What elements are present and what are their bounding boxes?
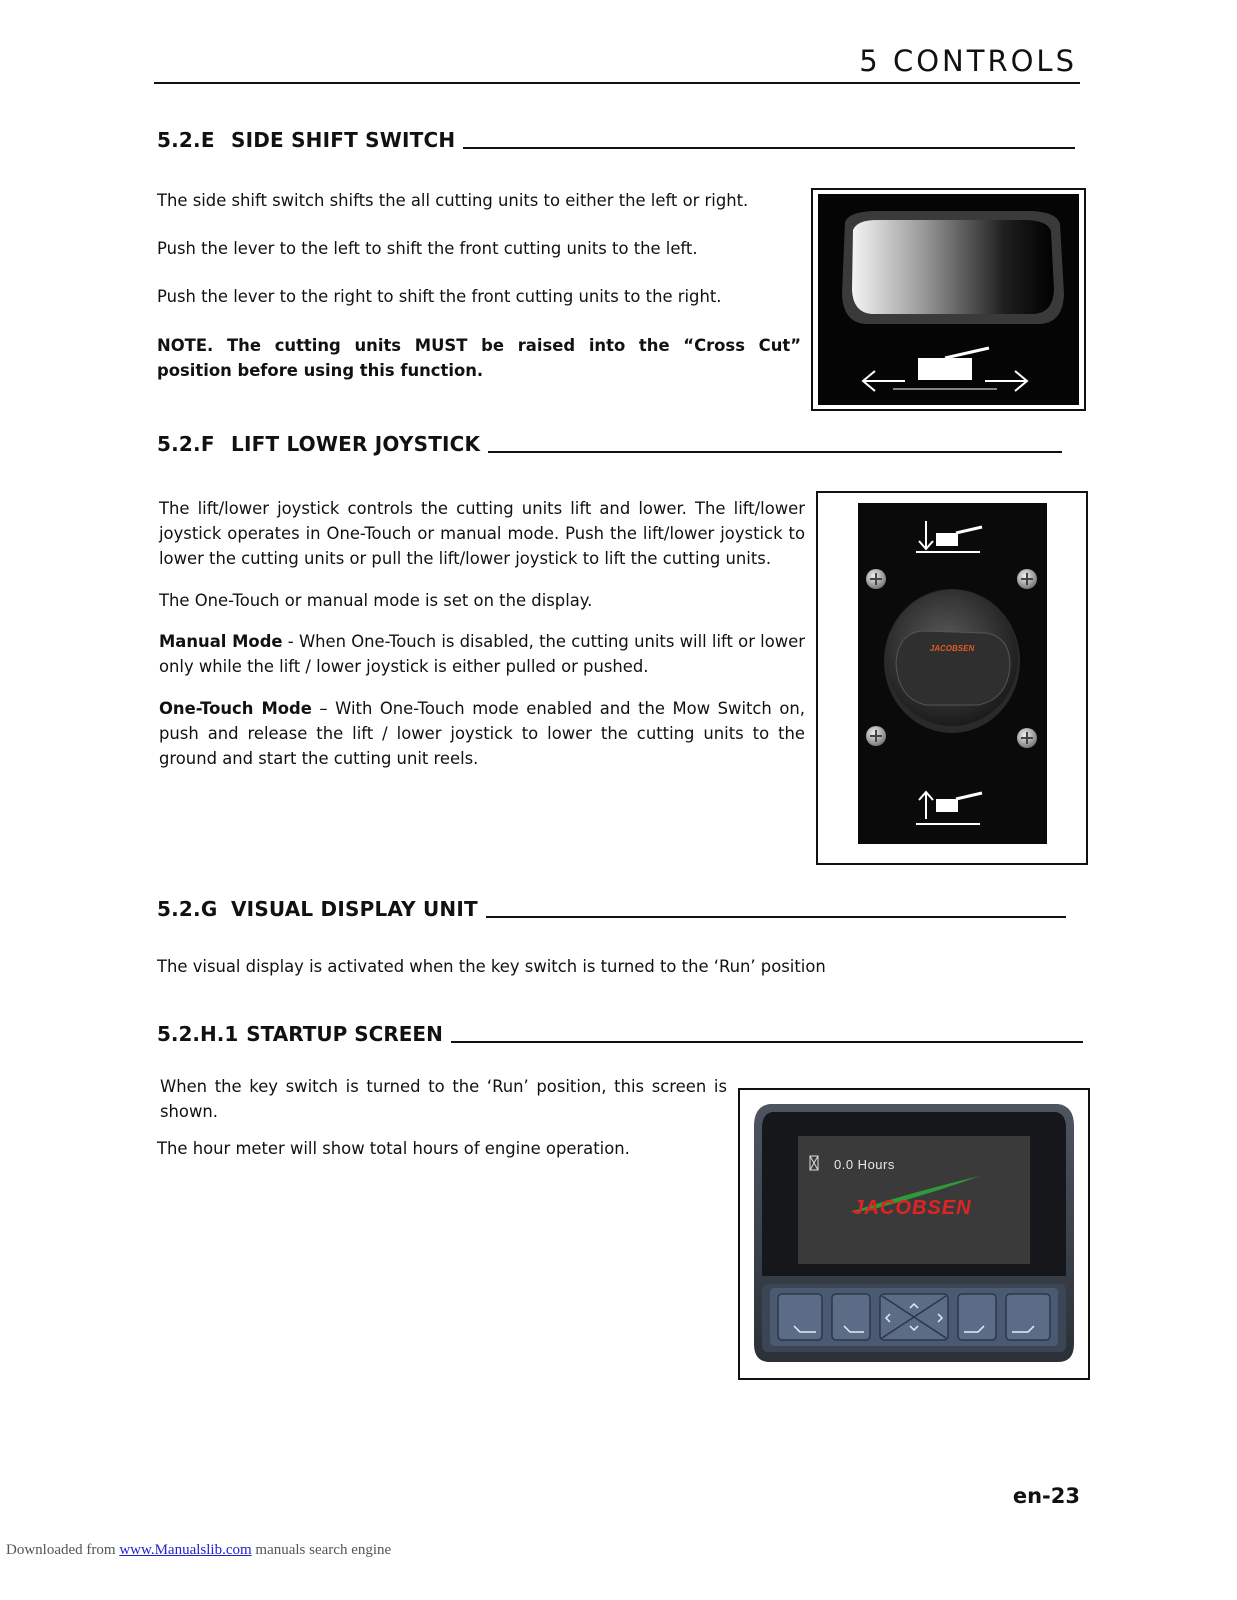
- lift-lower-joystick-figure: [816, 491, 1088, 865]
- section-number: 5.2.G: [157, 897, 218, 921]
- manual-mode-text: - When One-Touch is disabled, the cutting units will lift or lower only while the lift / lower joystick is either pulled or pushed.: [159, 632, 805, 676]
- hour-meter-readout: 0.0 Hours: [834, 1157, 895, 1172]
- side-shift-paragraph-1: The side shift switch shifts the all cutting units to either the left or right.: [157, 191, 749, 210]
- lift-lower-paragraph-2: The One-Touch or manual mode is set on the display.: [159, 591, 593, 610]
- side-shift-paragraph-2: Push the lever to the left to shift the front cutting units to the left.: [157, 239, 698, 258]
- one-touch-mode-paragraph: [159, 696, 805, 771]
- manualslib-link[interactable]: www.Manualslib.com: [119, 1542, 252, 1558]
- display-unit-icon: [740, 1090, 1088, 1378]
- startup-screen-figure: [738, 1088, 1090, 1380]
- startup-paragraph-1: When the key switch is turned to the ‘Run’ position, this screen is shown.: [160, 1077, 727, 1121]
- visual-display-paragraph: The visual display is activated when the key switch is turned to the ‘Run’ position: [157, 957, 826, 976]
- side-shift-note: NOTE. The cutting units MUST be raised into the “Cross Cut” position before using this function.: [157, 336, 801, 380]
- section-heading-startup: [157, 1022, 1083, 1046]
- section-heading-side-shift: [157, 128, 1075, 152]
- section-number: 5.2.H.1: [157, 1022, 239, 1046]
- one-touch-mode-text: – With One-Touch mode enabled and the Mow Switch on, push and release the lift / lower joystick to lower the cutting units to the ground and start the cutting unit reels.: [159, 699, 805, 768]
- manual-mode-label: Manual Mode: [159, 632, 283, 651]
- softkey-4-button[interactable]: [1006, 1294, 1050, 1340]
- section-heading-lift-lower: [157, 432, 1062, 456]
- joystick-panel-icon: [818, 493, 1086, 863]
- softkey-3-button[interactable]: [958, 1294, 996, 1340]
- section-title: STARTUP SCREEN: [246, 1022, 443, 1046]
- header-rule: [154, 82, 1080, 84]
- section-title: VISUAL DISPLAY UNIT: [231, 897, 478, 921]
- section-title: SIDE SHIFT SWITCH: [231, 128, 456, 152]
- section-title: LIFT LOWER JOYSTICK: [231, 432, 481, 456]
- lift-lower-paragraph-1: The lift/lower joystick controls the cutting units lift and lower. The lift/lower joystick operates in One-Touch or manual mode. Push the lift/lower joystick to lower the cutting units or pull the lift/lower joystick to lift the cutting units.: [159, 499, 805, 568]
- startup-paragraph-2: The hour meter will show total hours of engine operation.: [157, 1139, 630, 1158]
- softkey-1-button[interactable]: [778, 1294, 822, 1340]
- section-number: 5.2.E: [157, 128, 215, 152]
- manual-mode-paragraph: [159, 629, 805, 679]
- download-suffix: manuals search engine: [251, 1542, 392, 1558]
- heading-rule: [486, 916, 1066, 918]
- section-heading-visual-display: [157, 897, 1066, 921]
- section-number: 5.2.F: [157, 432, 215, 456]
- page-number: en-23: [1012, 1484, 1080, 1508]
- side-shift-paragraph-3: Push the lever to the right to shift the front cutting units to the right.: [157, 287, 722, 306]
- heading-rule: [451, 1041, 1083, 1043]
- softkey-2-button[interactable]: [832, 1294, 870, 1340]
- heading-rule: [463, 147, 1075, 149]
- heading-rule: [488, 451, 1062, 453]
- download-footer: [6, 1542, 391, 1559]
- download-prefix: Downloaded from: [6, 1542, 120, 1558]
- side-shift-switch-icon: [813, 190, 1084, 409]
- chapter-title: 5 CONTROLS: [859, 44, 1077, 78]
- side-shift-switch-figure: [811, 188, 1086, 411]
- jacobsen-logo: JACOBSEN: [852, 1197, 972, 1219]
- one-touch-mode-label: One-Touch Mode: [159, 699, 312, 718]
- knob-brand-logo: JACOBSEN: [929, 644, 975, 653]
